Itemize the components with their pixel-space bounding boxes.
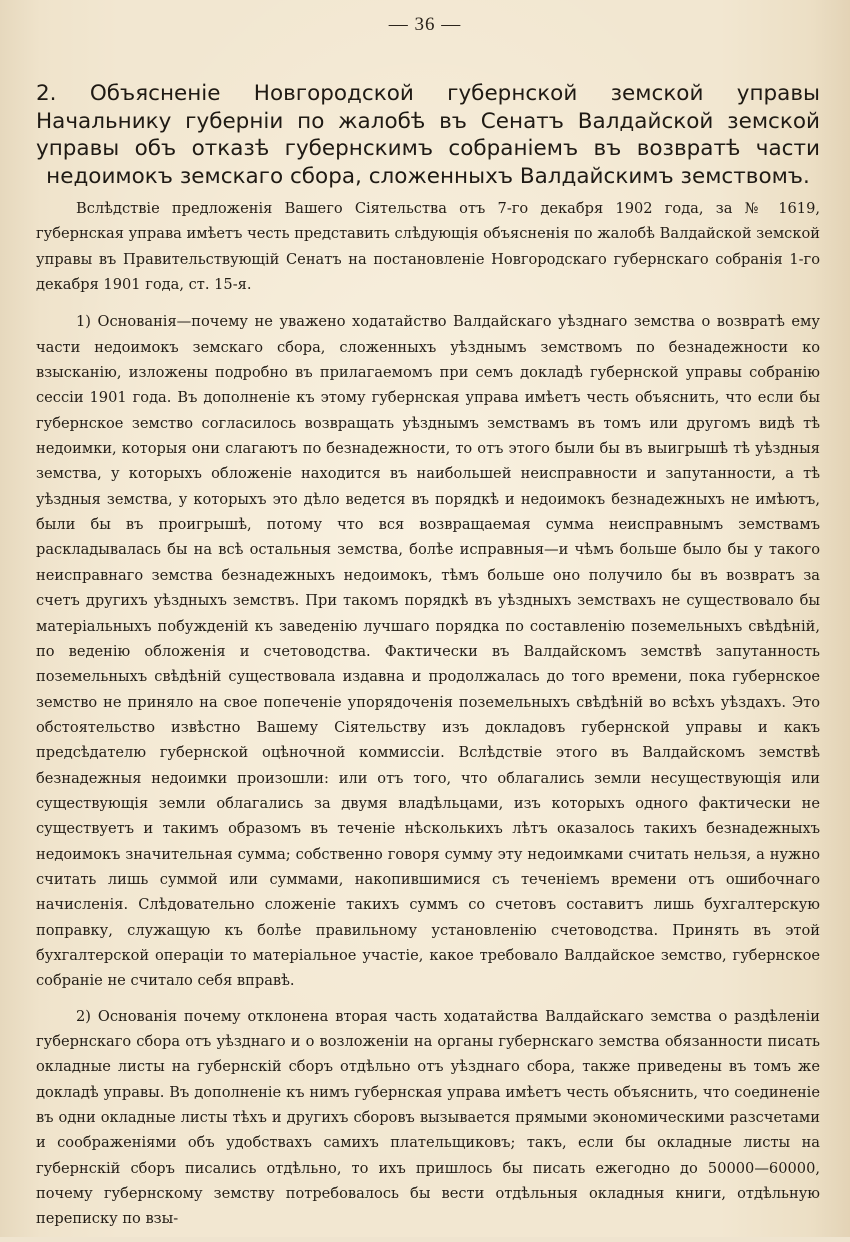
document-body: [36, 196, 820, 1242]
intro-paragraph: Вслѣдствіе предложенія Вашего Сіятельства отъ 7-го декабря 1902 года, за № 1619, губернская управа имѣетъ честь представить слѣдующія объясненія по жалобѣ Валдайской земской управы въ Правительствующій Сенатъ на постановленіе Новгородскаго губернскаго собранія 1-го декабря 1901 года, ст. 15-я.: [36, 200, 820, 294]
page-number: — 36 —: [388, 14, 462, 35]
point-2-paragraph: 2) Основанія почему отклонена вторая часть ходатайства Валдайскаго земства о раздѣленіи губернскаго сбора отъ уѣзднаго и о возложеніи на органы губернскаго земства обязанности писать окладные листы на губернскій сборъ отдѣльно отъ уѣзднаго сбора, также приведены въ томъ же докладѣ управы. Въ дополненіе къ нимъ губернская управа имѣетъ честь объяснить, что соединеніе въ одни окладные листы тѣхъ и другихъ сборовъ вызывается прямыми экономическими разсчетами и соображеніями объ удобствахъ самихъ плательщиковъ; такъ, если бы окладные листы на губернскій сборъ писались отдѣльно, то ихъ пришлось бы писать ежегодно до 50000—60000, почему губернскому земству потребовалось бы вести отдѣльныя окладныя книги, отдѣльную переписку по взы-: [36, 1007, 820, 1228]
point-1-paragraph: 1) Основанія—почему не уважено ходатайство Валдайскаго уѣзднаго земства о возвратѣ ему части недоимокъ земскаго сбора, сложенныхъ уѣзднымъ земствомъ по безнадежности ко взысканію, изложены подробно въ прилагаемомъ при семъ докладѣ губернской управы собранію сессіи 1901 года. Въ дополненіе къ этому губернская управа имѣетъ честь объяснить, что если бы губернское земство согласилось возвращать уѣзднымъ земствамъ въ томъ или другомъ видѣ тѣ недоимки, которыя они слагаютъ по безнадежности, то отъ этого были бы въ выигрышѣ тѣ уѣздныя земства, у которыхъ обложеніе находится въ наибольшей неисправности и запутанности, а тѣ уѣздныя земства, у которыхъ это дѣло ведется въ порядкѣ и недоимокъ безнадежныхъ не имѣютъ, были бы въ проигрышѣ, потому что вся возвращаемая сумма неисправнымъ земствамъ раскладывалась бы на всѣ остальныя земства, болѣе исправныя—и чѣмъ больше было бы у такого неисправнаго земства безнадежныхъ недоимокъ, тѣмъ больше оно получило бы въ возвратъ за счетъ другихъ уѣздныхъ земствъ. При такомъ порядкѣ въ уѣздныхъ земствахъ не существовало бы матеріальныхъ побужденій къ заведенію лучшаго порядка по составленію поземельныхъ свѣдѣній, по веденію обложенія и счетоводства. Фактически въ Валдайскомъ земствѣ запутанность поземельныхъ свѣдѣній существовала издавна и продолжалась до того времени, пока губернское земство не приняло на свое попеченіе упорядоченія поземельныхъ свѣдѣній во всѣхъ уѣздахъ. Это обстоятельство извѣстно Вашему Сіятельству изъ докладовъ губернской управы и какъ предсѣдателю губернской оцѣночной коммиссіи. Вслѣдствіе этого въ Валдайскомъ земствѣ безнадежныя недоимки произошли: или отъ того, что облагались земли несуществующія или существующія земли облагались за двумя владѣльцами, изъ которыхъ одного фактически не существуетъ и такимъ образомъ въ теченіе нѣсколькихъ лѣтъ оказалось такихъ безнадежныхъ недоимокъ значительная сумма; собственно говоря сумму эту недоимками считать нельзя, а нужно считать лишь суммой или суммами, накопившимися съ теченіемъ времени отъ ошибочнаго начисленія. Слѣдовательно сложеніе такихъ суммъ со счетовъ составитъ лишь бухгалтерскую поправку, служащую къ болѣе правильному установленію счетоводства. Принять въ этой бухгалтерской операціи то матеріальное участіе, какое требовало Валдайское земство, губернское собраніе не считало себя вправѣ.: [36, 313, 820, 990]
section-heading: 2. Объясненіе Новгородской губернской земской управы Начальнику губерніи по жалобѣ въ Сенатъ Валдайской земской управы объ отказѣ губернскимъ собраніемъ въ возвратѣ части недоимокъ земскаго сбора, сложенныхъ Валдайскимъ земствомъ.: [36, 81, 820, 189]
